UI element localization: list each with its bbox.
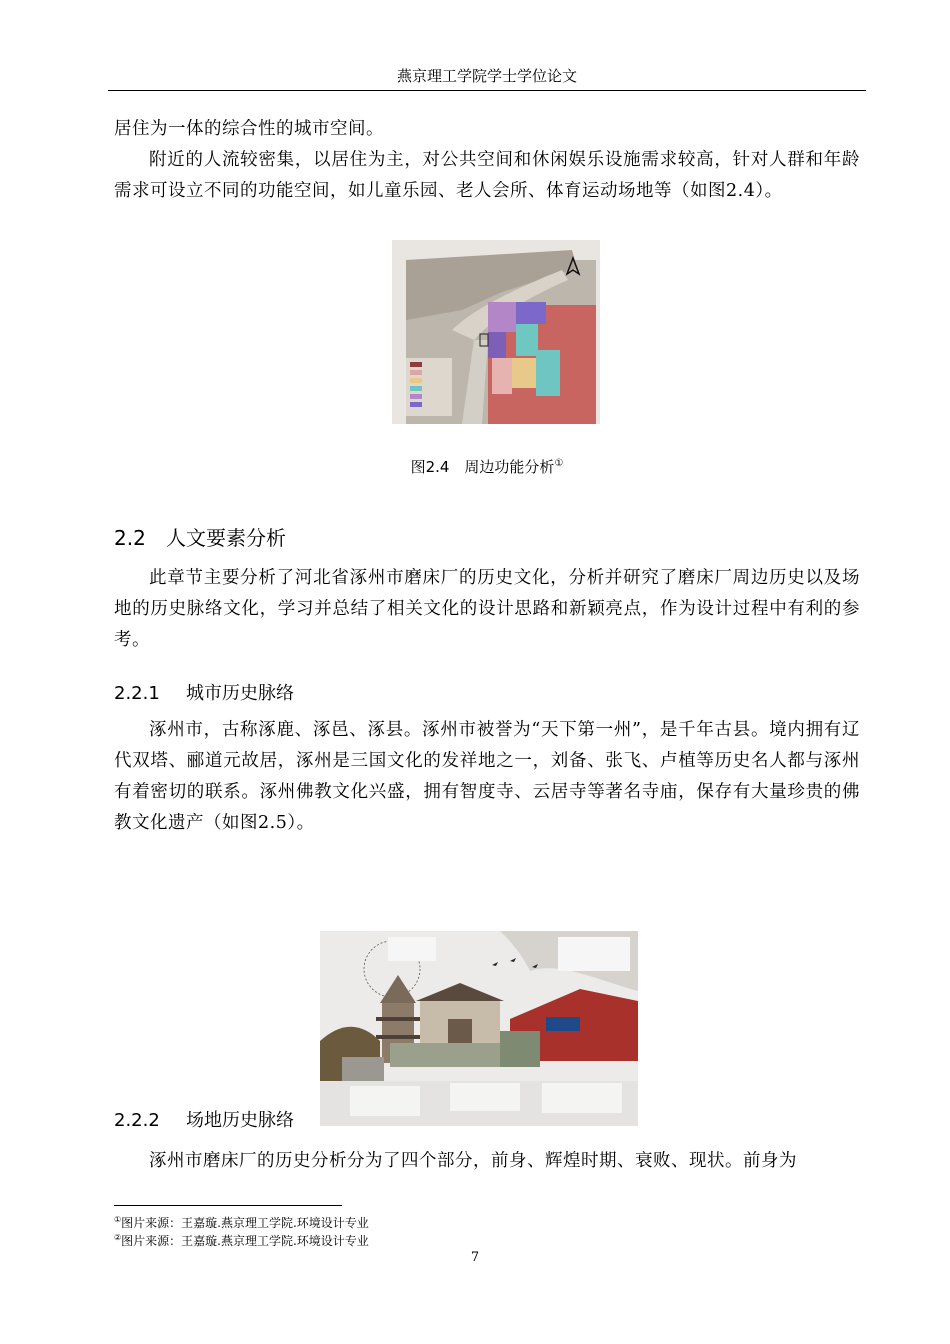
collage-text-block-5 <box>542 1083 622 1113</box>
footnote-text: 图片来源：王嘉璇.燕京理工学院.环境设计专业 <box>121 1216 369 1230</box>
section-title: 场地历史脉络 <box>186 1110 294 1131</box>
legend-swatch-4 <box>410 386 422 391</box>
collage-text-block-4 <box>450 1083 520 1111</box>
figure-2-4-caption <box>114 456 860 477</box>
figure-2-5-collage <box>320 931 638 1126</box>
section-title: 人文要素分析 <box>166 526 286 550</box>
map-zone-selected <box>488 332 506 358</box>
map-zone-cyan <box>536 350 560 396</box>
collage-text-block-1 <box>388 937 436 961</box>
section-2-2-2-heading <box>114 1106 294 1132</box>
legend-swatch-5 <box>410 394 422 399</box>
footnote-mark: ① <box>114 1215 122 1224</box>
map-zone-yellow <box>512 358 536 388</box>
header-rule <box>108 90 866 91</box>
paragraph-city-history: 涿州市，古称涿鹿、涿邑、涿县。涿州市被誉为“天下第一州”，是千年古县。境内拥有辽代双塔、郦道元故居，涿州是三国文化的发祥地之一，刘备、张飞、卢植等历史名人都与涿州有着密切的联系。涿州佛教文化兴盛，拥有智度寺、云居寺等著名寺庙，保存有大量珍贵的佛教文化遗产（如图2.5）。 <box>114 720 860 833</box>
paragraph-continuation: 居住为一体的综合性的城市空间。 <box>114 119 384 139</box>
pagoda-eave-2 <box>376 1035 420 1039</box>
footnote-2 <box>114 1230 369 1249</box>
legend-swatch-2 <box>410 370 422 375</box>
map-zone-pink <box>492 358 512 394</box>
page-number: 7 <box>470 1250 480 1265</box>
footnote-mark: ② <box>114 1233 122 1242</box>
section-number: 2.2.1 <box>114 683 160 704</box>
collage-greenery <box>500 1031 540 1067</box>
map-zone-teal <box>516 324 538 356</box>
paragraph-section-intro: 此章节主要分析了河北省涿州市磨床厂的历史文化，分析并研究了磨床厂周边历史以及场地的历史脉络文化，学习并总结了相关文化的设计思路和新颖亮点，作为设计过程中有利的参考。 <box>114 568 860 650</box>
legend-swatch-1 <box>410 362 422 367</box>
paragraph-crowd-analysis: 附近的人流较密集，以居住为主，对公共空间和休闲娱乐设施需求较高，针对人群和年龄需求可设立不同的功能空间，如儿童乐园、老人会所、体育运动场地等（如图2.4）。 <box>114 150 860 201</box>
legend-swatch-3 <box>410 378 422 383</box>
collage-text-block-3 <box>350 1086 420 1116</box>
legend-swatch-6 <box>410 402 422 407</box>
section-2-2-1-heading <box>114 679 294 705</box>
figure-2-4-caption-text: 图2.4 周边功能分析 <box>410 458 555 476</box>
section-number: 2.2 <box>114 526 146 550</box>
footnote-rule <box>114 1205 342 1206</box>
footnote-text: 图片来源：王嘉璇.燕京理工学院.环境设计专业 <box>121 1234 369 1248</box>
collage-text-block-2 <box>558 937 630 971</box>
section-2-2-heading <box>114 522 286 551</box>
footnote-1 <box>114 1212 369 1231</box>
figure-2-4-map <box>392 240 600 424</box>
running-header: 燕京理工学院学士学位论文 <box>396 67 577 85</box>
map-zone-violet <box>516 302 546 324</box>
footnote-ref-1: ① <box>554 458 564 469</box>
archway-plaque <box>546 1017 580 1031</box>
map-zone-purple <box>488 302 516 332</box>
section-title: 城市历史脉络 <box>186 683 294 704</box>
stone-bridge <box>390 1043 500 1067</box>
statue-pedestal <box>342 1057 384 1085</box>
paragraph-site-history: 涿州市磨床厂的历史分析分为了四个部分，前身、辉煌时期、衰败、现状。前身为 <box>149 1151 797 1171</box>
pagoda-eave-1 <box>376 1017 420 1021</box>
section-number: 2.2.2 <box>114 1110 160 1131</box>
